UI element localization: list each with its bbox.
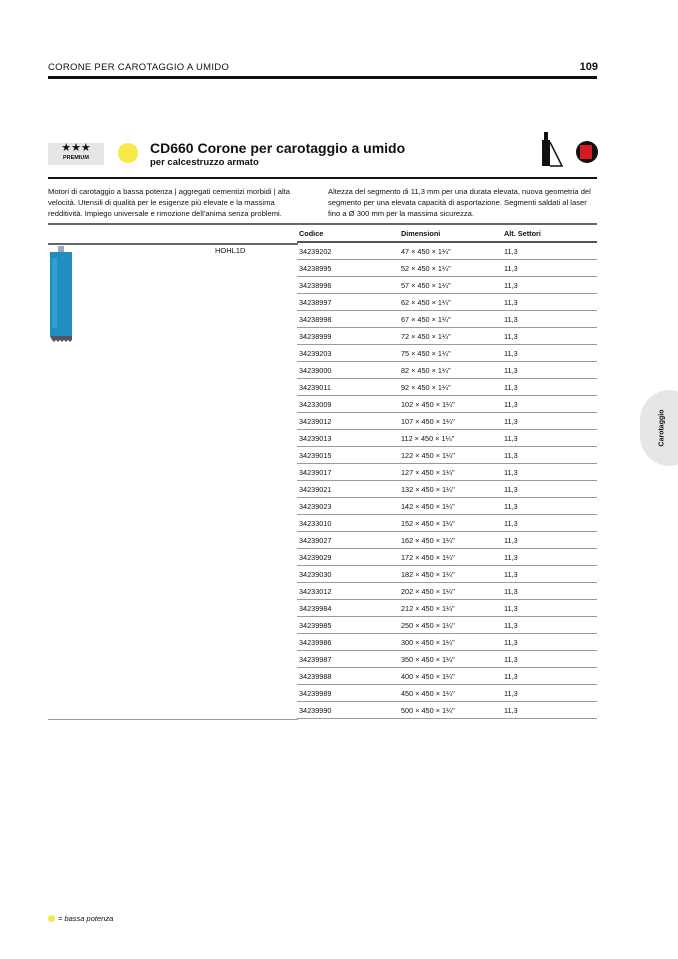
table-row	[297, 668, 597, 685]
dimension-cell: 172 × 450 × 1¼"	[399, 549, 502, 566]
core-bit-image	[50, 246, 74, 342]
description-right: Altezza del segmento di 11,3 mm per una durata elevata, nuova geometria del segmento per una elevata capacità di asportazione. Segmenti saldati al laser fino a Ø 300 mm per la massima sicurezza.	[328, 187, 591, 218]
table-row	[297, 379, 597, 396]
table-row	[297, 532, 597, 549]
code-cell: 34233010	[297, 515, 399, 532]
segment-height-cell: 11,3	[502, 566, 597, 583]
dimension-cell: 500 × 450 × 1¼"	[399, 702, 502, 719]
side-tab-label: Carotaggio	[658, 409, 666, 447]
dimension-cell: 75 × 450 × 1¼"	[399, 345, 502, 362]
code-cell: 34239027	[297, 532, 399, 549]
code-cell: 34239021	[297, 481, 399, 498]
segment-height-cell: 11,3	[502, 447, 597, 464]
dimension-cell: 92 × 450 × 1¼"	[399, 379, 502, 396]
segment-height-cell: 11,3	[502, 651, 597, 668]
table-row	[297, 498, 597, 515]
product-table	[297, 226, 597, 719]
col-codice: Codice	[297, 226, 399, 242]
dimension-cell: 450 × 450 × 1¼"	[399, 685, 502, 702]
stars: ★★★	[61, 142, 91, 154]
table-row	[297, 702, 597, 719]
dimension-cell: 47 × 450 × 1¼"	[399, 242, 502, 260]
dimension-cell: 202 × 450 × 1¼"	[399, 583, 502, 600]
table-row	[297, 651, 597, 668]
dimension-cell: 82 × 450 × 1¼"	[399, 362, 502, 379]
dimension-cell: 122 × 450 × 1¼"	[399, 447, 502, 464]
section-header: CORONE PER CAROTAGGIO A UMIDO	[48, 62, 230, 73]
table-row	[297, 634, 597, 651]
segment-height-cell: 11,3	[502, 430, 597, 447]
dimension-cell: 57 × 450 × 1¼"	[399, 277, 502, 294]
col-alt-settori: Alt. Settori	[502, 226, 597, 242]
segment-height-cell: 11,3	[502, 549, 597, 566]
dimension-cell: 62 × 450 × 1¼"	[399, 294, 502, 311]
dimension-cell: 127 × 450 × 1¼"	[399, 464, 502, 481]
dimension-cell: 350 × 450 × 1¼"	[399, 651, 502, 668]
divider	[48, 177, 597, 179]
segment-height-cell: 11,3	[502, 277, 597, 294]
code-cell: 34239030	[297, 566, 399, 583]
table-row	[297, 413, 597, 430]
side-tab-carotaggio[interactable]	[640, 390, 678, 466]
segment-height-cell: 11,3	[502, 498, 597, 515]
segment-height-cell: 11,3	[502, 532, 597, 549]
code-cell: 34239986	[297, 634, 399, 651]
table-row	[297, 242, 597, 260]
segment-height-cell: 11,3	[502, 362, 597, 379]
segment-height-cell: 11,3	[502, 413, 597, 430]
table-row	[297, 583, 597, 600]
col-dimensioni: Dimensioni	[399, 226, 502, 242]
segment-height-cell: 11,3	[502, 702, 597, 719]
dimension-cell: 67 × 450 × 1¼"	[399, 311, 502, 328]
table-row	[297, 345, 597, 362]
description-left: Motori di carotaggio a bassa potenza | aggregati cementizi morbidi | alta velocità. Utensili di qualità per le esigenze più elevate e la massima redditività. Impiego universale e rimozione dell’anima senza problemi.	[48, 187, 291, 218]
segment-height-cell: 11,3	[502, 668, 597, 685]
code-cell: 34239984	[297, 600, 399, 617]
code-cell: 34239000	[297, 362, 399, 379]
dimension-cell: 300 × 450 × 1¼"	[399, 634, 502, 651]
dimension-cell: 112 × 450 × 1¼"	[399, 430, 502, 447]
product-subtitle: per calcestruzzo armato	[150, 157, 259, 168]
legend-text: = bassa potenza	[58, 914, 114, 923]
code-cell: 34233009	[297, 396, 399, 413]
dimension-cell: 400 × 450 × 1¼"	[399, 668, 502, 685]
table-row	[297, 447, 597, 464]
table-row	[297, 464, 597, 481]
table-row	[297, 260, 597, 277]
table-row	[297, 685, 597, 702]
segment-height-cell: 11,3	[502, 345, 597, 362]
dimension-cell: 142 × 450 × 1¼"	[399, 498, 502, 515]
segment-height-cell: 11,3	[502, 328, 597, 345]
code-cell: 34239987	[297, 651, 399, 668]
code-cell: 34238998	[297, 311, 399, 328]
dimension-cell: 102 × 450 × 1¼"	[399, 396, 502, 413]
dimension-cell: 132 × 450 × 1¼"	[399, 481, 502, 498]
code-cell: 34239990	[297, 702, 399, 719]
table-row	[297, 566, 597, 583]
dimension-cell: 212 × 450 × 1¼"	[399, 600, 502, 617]
dimension-cell: 152 × 450 × 1¼"	[399, 515, 502, 532]
table-row	[297, 481, 597, 498]
divider	[48, 243, 298, 245]
table-row	[297, 549, 597, 566]
divider	[48, 719, 298, 720]
code-cell: 34239029	[297, 549, 399, 566]
segment-height-cell: 11,3	[502, 379, 597, 396]
segment-height-cell: 11,3	[502, 242, 597, 260]
segment-height-cell: 11,3	[502, 260, 597, 277]
dimension-cell: 107 × 450 × 1¼"	[399, 413, 502, 430]
divider	[48, 223, 597, 225]
code-cell: 34239989	[297, 685, 399, 702]
premium-badge	[48, 143, 104, 165]
table-row	[297, 515, 597, 532]
segment-height-cell: 11,3	[502, 481, 597, 498]
segment-height-cell: 11,3	[502, 583, 597, 600]
code-cell: 34239015	[297, 447, 399, 464]
code-cell: 34239012	[297, 413, 399, 430]
table-row	[297, 362, 597, 379]
table-row	[297, 617, 597, 634]
code-cell: 34238997	[297, 294, 399, 311]
table-row	[297, 600, 597, 617]
code-cell: 34239202	[297, 242, 399, 260]
code-cell: 34239023	[297, 498, 399, 515]
code-cell: 34239985	[297, 617, 399, 634]
table-row	[297, 396, 597, 413]
table-row	[297, 430, 597, 447]
table-row	[297, 311, 597, 328]
code-cell: 34238999	[297, 328, 399, 345]
segment-height-cell: 11,3	[502, 600, 597, 617]
dimension-cell: 182 × 450 × 1¼"	[399, 566, 502, 583]
segment-height-cell: 11,3	[502, 396, 597, 413]
page-number: 109	[579, 61, 598, 73]
segment-height-cell: 11,3	[502, 617, 597, 634]
code-cell: 34239013	[297, 430, 399, 447]
table-row	[297, 328, 597, 345]
yellow-dot-icon	[48, 915, 55, 922]
code-cell: 34239203	[297, 345, 399, 362]
core-drill-icon	[538, 130, 600, 170]
segment-height-cell: 11,3	[502, 464, 597, 481]
code-cell: 34238995	[297, 260, 399, 277]
code-cell: 34233012	[297, 583, 399, 600]
segment-height-cell: 11,3	[502, 685, 597, 702]
code-cell: 34239017	[297, 464, 399, 481]
dimension-cell: 52 × 450 × 1¼"	[399, 260, 502, 277]
dimension-cell: 250 × 450 × 1¼"	[399, 617, 502, 634]
code-cell: 34238996	[297, 277, 399, 294]
low-power-dot-icon	[118, 143, 138, 163]
dimension-cell: 162 × 450 × 1¼"	[399, 532, 502, 549]
product-title: CD660 Corone per carotaggio a umido	[150, 140, 406, 156]
legend	[48, 914, 113, 923]
segment-height-cell: 11,3	[502, 294, 597, 311]
table-row	[297, 277, 597, 294]
badge-label: PREMIUM	[63, 155, 89, 161]
table-row	[297, 294, 597, 311]
product-type: HOHL1D	[215, 246, 246, 255]
code-cell: 34239011	[297, 379, 399, 396]
dimension-cell: 72 × 450 × 1¼"	[399, 328, 502, 345]
divider	[48, 76, 597, 79]
segment-height-cell: 11,3	[502, 515, 597, 532]
segment-height-cell: 11,3	[502, 311, 597, 328]
code-cell: 34239988	[297, 668, 399, 685]
segment-height-cell: 11,3	[502, 634, 597, 651]
